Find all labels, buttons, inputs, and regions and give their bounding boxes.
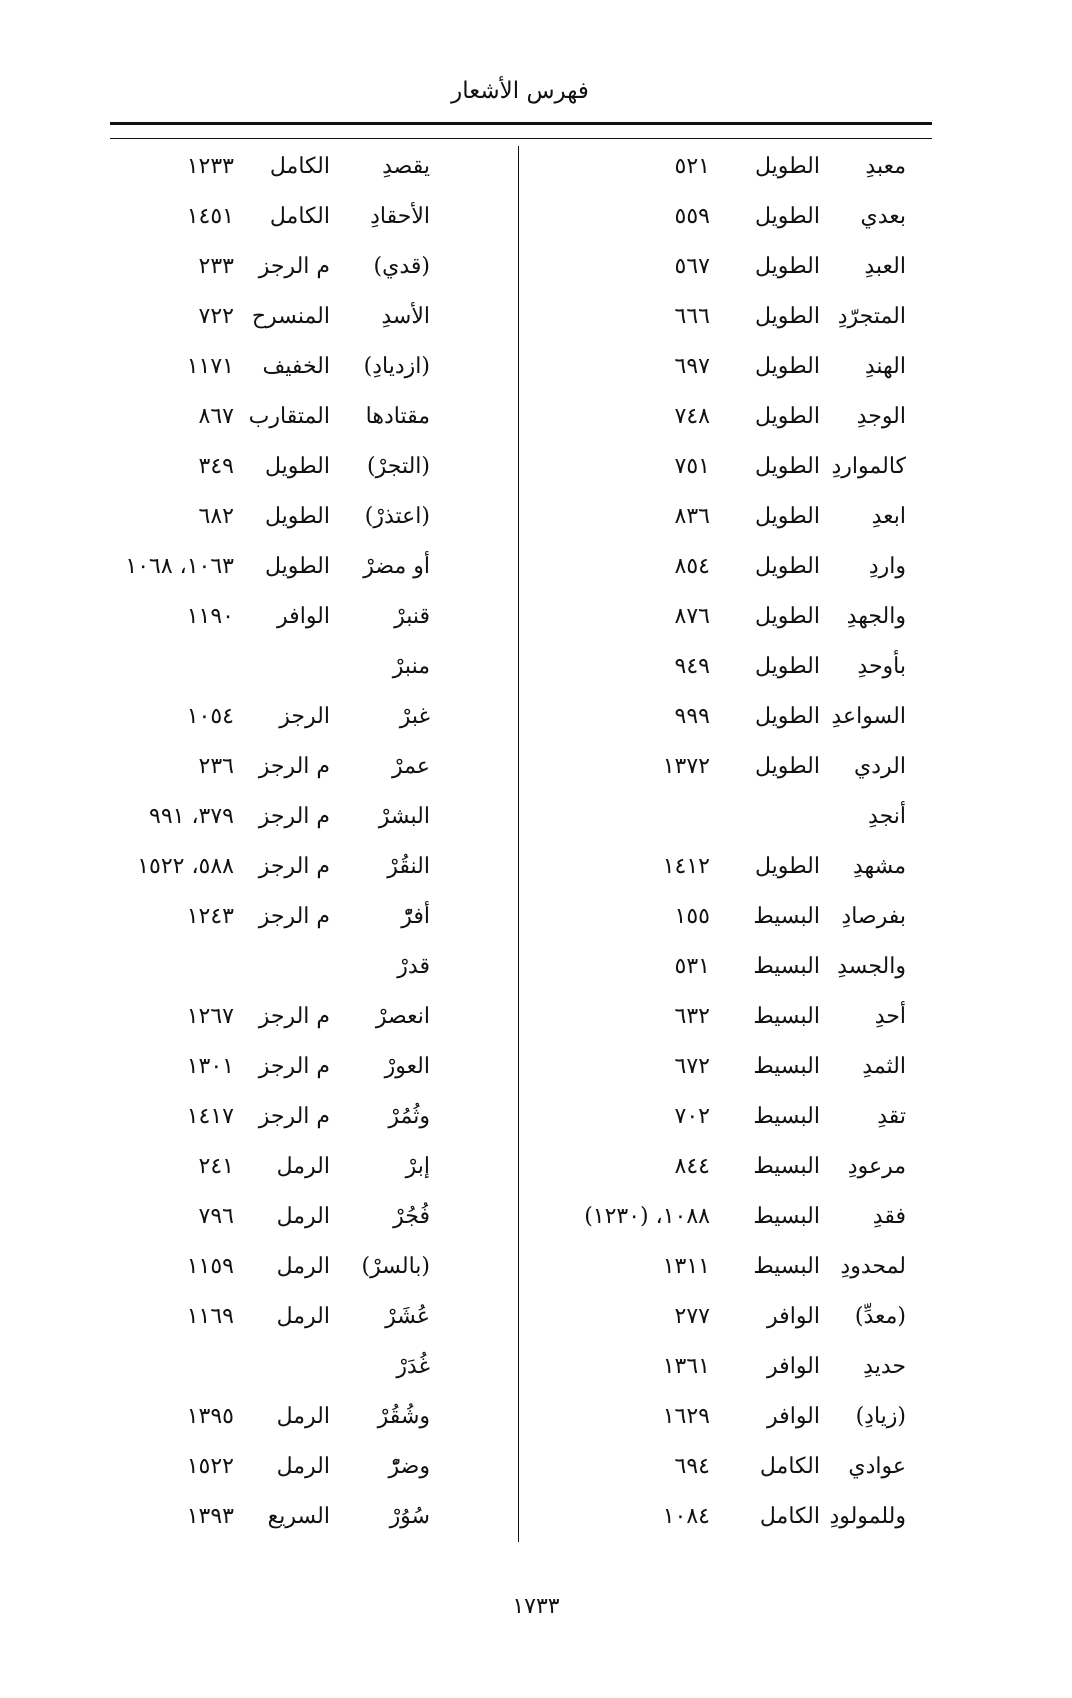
header-rule-thin bbox=[110, 138, 932, 139]
meter-name: الطويل bbox=[754, 304, 820, 329]
index-entry bbox=[530, 544, 920, 594]
meter-name: الطويل bbox=[754, 154, 820, 179]
page-number: ١٧٣٣ bbox=[512, 1594, 560, 1619]
rhyme-word: العورْ bbox=[384, 1054, 430, 1079]
index-entry bbox=[118, 894, 512, 944]
meter-name: م الرجز bbox=[258, 854, 330, 879]
meter-name: الوافر bbox=[277, 604, 330, 629]
index-entry bbox=[118, 1244, 512, 1294]
index-entry bbox=[118, 294, 512, 344]
meter-name: م الرجز bbox=[258, 254, 330, 279]
meter-name: الوافر bbox=[767, 1304, 820, 1329]
index-entry bbox=[530, 1494, 920, 1544]
rhyme-word: الثمدِ bbox=[862, 1054, 906, 1079]
meter-name: م الرجز bbox=[258, 904, 330, 929]
meter-name: الرجز bbox=[279, 704, 330, 729]
page-ref: ١١٥٩ bbox=[186, 1254, 234, 1279]
meter-name: الرمل bbox=[276, 1454, 330, 1479]
column-divider bbox=[518, 146, 519, 1542]
page-ref: ١٠٨٨، (١٢٣٠) bbox=[584, 1204, 710, 1229]
index-entry bbox=[530, 944, 920, 994]
page-ref: ٥٥٩ bbox=[674, 204, 710, 229]
meter-name: الطويل bbox=[264, 554, 330, 579]
rhyme-word: المتجرّدِ bbox=[837, 304, 906, 329]
rhyme-word: عمرْ bbox=[392, 754, 430, 779]
meter-name: الكامل bbox=[269, 204, 330, 229]
index-entry bbox=[530, 1244, 920, 1294]
page-ref: ٦٧٢ bbox=[674, 1054, 710, 1079]
page-ref: ١٤١٢ bbox=[662, 854, 710, 879]
rhyme-word: الوجدِ bbox=[856, 404, 906, 429]
meter-name: الطويل bbox=[264, 504, 330, 529]
rhyme-word: أفرّْ bbox=[401, 904, 430, 929]
index-entry bbox=[118, 694, 512, 744]
meter-name: م الرجز bbox=[258, 1104, 330, 1129]
page-ref: ١٢٣٣ bbox=[186, 154, 234, 179]
rhyme-word: (ازديادِ) bbox=[363, 354, 430, 379]
index-entry bbox=[530, 1394, 920, 1444]
meter-name: الوافر bbox=[767, 1354, 820, 1379]
index-entry bbox=[530, 1094, 920, 1144]
page-ref: ١٠٨٤ bbox=[662, 1504, 710, 1529]
page-ref: ١٣١١ bbox=[662, 1254, 710, 1279]
index-entry bbox=[530, 344, 920, 394]
page-ref: ٦٩٧ bbox=[674, 354, 710, 379]
meter-name: الكامل bbox=[759, 1504, 820, 1529]
page-ref: ١٤١٧ bbox=[186, 1104, 234, 1129]
rhyme-word: والجسدِ bbox=[837, 954, 906, 979]
index-entry bbox=[530, 194, 920, 244]
meter-name: الرمل bbox=[276, 1154, 330, 1179]
page-ref: ١٥٢٢ bbox=[186, 1454, 234, 1479]
meter-name: م الرجز bbox=[258, 804, 330, 829]
meter-name: الرمل bbox=[276, 1304, 330, 1329]
meter-name: المنسرح bbox=[251, 304, 330, 329]
page-ref: ٦٩٤ bbox=[674, 1454, 710, 1479]
page-ref: ٧٢٢ bbox=[198, 304, 234, 329]
right-column bbox=[530, 144, 920, 1544]
index-entry bbox=[530, 894, 920, 944]
page-ref: ١٤٥١ bbox=[186, 204, 234, 229]
rhyme-word: (اعتذرْ) bbox=[364, 504, 430, 529]
rhyme-word: منبرْ bbox=[392, 654, 430, 679]
rhyme-word: إبرْ bbox=[405, 1154, 430, 1179]
rhyme-word: مشهدِ bbox=[852, 854, 906, 879]
meter-name: البسيط bbox=[753, 904, 820, 929]
rhyme-word: (قدي) bbox=[373, 254, 430, 279]
meter-name: الطويل bbox=[754, 704, 820, 729]
rhyme-word: (زيادِ) bbox=[855, 1404, 906, 1429]
rhyme-word: الردي bbox=[854, 754, 906, 779]
rhyme-word: غبرْ bbox=[399, 704, 430, 729]
meter-name: البسيط bbox=[753, 1204, 820, 1229]
index-entry bbox=[530, 1294, 920, 1344]
rhyme-word: الأحقادِ bbox=[370, 204, 430, 229]
index-entry bbox=[118, 344, 512, 394]
meter-name: الرمل bbox=[276, 1254, 330, 1279]
rhyme-word: سُوُرْ bbox=[389, 1504, 430, 1529]
index-entry bbox=[530, 444, 920, 494]
index-entry bbox=[118, 1444, 512, 1494]
index-entry bbox=[530, 1144, 920, 1194]
index-entry bbox=[118, 1144, 512, 1194]
index-entry bbox=[118, 494, 512, 544]
page-ref: ٦٣٢ bbox=[674, 1004, 710, 1029]
meter-name: المتقارب bbox=[248, 404, 330, 429]
page-ref: ١١٧١ bbox=[186, 354, 234, 379]
rhyme-word: فقدِ bbox=[872, 1204, 906, 1229]
index-entry bbox=[530, 794, 920, 844]
index-entry bbox=[530, 1444, 920, 1494]
page-ref: ٧٤٨ bbox=[674, 404, 710, 429]
meter-name: الرمل bbox=[276, 1204, 330, 1229]
index-entry bbox=[530, 294, 920, 344]
page-ref: ١٣٩٣ bbox=[186, 1504, 234, 1529]
page-ref: ٩٩٩ bbox=[674, 704, 710, 729]
index-entry bbox=[530, 694, 920, 744]
rhyme-word: ابعدِ bbox=[871, 504, 906, 529]
rhyme-word: وثُمُرْ bbox=[388, 1104, 430, 1129]
index-entry bbox=[118, 1294, 512, 1344]
page-ref: ٢٤١ bbox=[198, 1154, 234, 1179]
rhyme-word: العبدِ bbox=[864, 254, 906, 279]
rhyme-word: أحدِ bbox=[874, 1004, 906, 1029]
page-ref: ٧٥١ bbox=[674, 454, 710, 479]
page-ref: ٨٤٤ bbox=[674, 1154, 710, 1179]
index-entry bbox=[118, 244, 512, 294]
rhyme-word: أو مضرْ bbox=[363, 554, 430, 579]
rhyme-word: (معدِّ) bbox=[854, 1304, 906, 1329]
rhyme-word: قدرْ bbox=[397, 954, 430, 979]
meter-name: الطويل bbox=[754, 604, 820, 629]
index-entry bbox=[118, 544, 512, 594]
page-ref: ١٣٧٢ bbox=[662, 754, 710, 779]
page-ref: ٣٧٩، ٩٩١ bbox=[149, 804, 234, 829]
index-entry bbox=[530, 144, 920, 194]
rhyme-word: تقدِ bbox=[877, 1104, 906, 1129]
index-entry bbox=[530, 244, 920, 294]
meter-name: السريع bbox=[267, 1504, 330, 1529]
index-entry bbox=[118, 1394, 512, 1444]
page-ref: ٥٣١ bbox=[674, 954, 710, 979]
rhyme-word: يقصدِ bbox=[382, 154, 430, 179]
page-ref: ٨٧٦ bbox=[674, 604, 710, 629]
meter-name: الكامل bbox=[759, 1454, 820, 1479]
page-ref: ٨٥٤ bbox=[674, 554, 710, 579]
rhyme-word: بفرصادِ bbox=[841, 904, 906, 929]
meter-name: م الرجز bbox=[258, 1004, 330, 1029]
rhyme-word: أنجدِ bbox=[868, 804, 906, 829]
page-ref: ٢٣٦ bbox=[198, 754, 234, 779]
meter-name: الطويل bbox=[754, 554, 820, 579]
page-ref: ٦٦٦ bbox=[674, 304, 710, 329]
meter-name: الطويل bbox=[754, 754, 820, 779]
rhyme-word: وضرّْ bbox=[388, 1454, 430, 1479]
index-entry bbox=[118, 144, 512, 194]
rhyme-word: الأسدِ bbox=[381, 304, 430, 329]
rhyme-word: والجهدِ bbox=[846, 604, 906, 629]
index-entry bbox=[118, 394, 512, 444]
page-ref: ١٠٥٤ bbox=[186, 704, 234, 729]
rhyme-word: فُجُرْ bbox=[393, 1204, 430, 1229]
meter-name: الطويل bbox=[754, 204, 820, 229]
page-ref: ١٠٦٣، ١٠٦٨ bbox=[125, 554, 234, 579]
meter-name: م الرجز bbox=[258, 1054, 330, 1079]
meter-name: الطويل bbox=[264, 454, 330, 479]
meter-name: الرمل bbox=[276, 1404, 330, 1429]
index-entry bbox=[118, 1094, 512, 1144]
rhyme-word: (التجرْ) bbox=[367, 454, 430, 479]
page-ref: ١٥٥ bbox=[674, 904, 710, 929]
page-ref: ٥٨٨، ١٥٢٢ bbox=[137, 854, 234, 879]
meter-name: البسيط bbox=[753, 1054, 820, 1079]
running-header: فهرس الأشعار bbox=[451, 78, 589, 104]
rhyme-word: قنبرْ bbox=[394, 604, 430, 629]
rhyme-word: بعدي bbox=[860, 204, 906, 229]
meter-name: البسيط bbox=[753, 1104, 820, 1129]
rhyme-word: السواعدِ bbox=[831, 704, 906, 729]
page-ref: ٧٠٢ bbox=[674, 1104, 710, 1129]
rhyme-word: النقُرْ bbox=[387, 854, 430, 879]
page-ref: ٢٧٧ bbox=[674, 1304, 710, 1329]
meter-name: الخفيف bbox=[262, 354, 330, 379]
index-entry bbox=[118, 644, 512, 694]
meter-name: الكامل bbox=[269, 154, 330, 179]
left-column bbox=[118, 144, 512, 1544]
meter-name: الطويل bbox=[754, 504, 820, 529]
page-ref: ١٣٩٥ bbox=[186, 1404, 234, 1429]
meter-name: الطويل bbox=[754, 404, 820, 429]
index-entry bbox=[530, 494, 920, 544]
index-entry bbox=[118, 594, 512, 644]
header-rule-thick bbox=[110, 122, 932, 125]
index-entry bbox=[118, 1044, 512, 1094]
page-ref: ٨٣٦ bbox=[674, 504, 710, 529]
rhyme-word: وللمولودِ bbox=[829, 1504, 906, 1529]
page-ref: ٩٤٩ bbox=[674, 654, 710, 679]
index-entry bbox=[118, 1194, 512, 1244]
page-ref: ١٦٢٩ bbox=[662, 1404, 710, 1429]
rhyme-word: عوادي bbox=[848, 1454, 906, 1479]
page-ref: ٨٦٧ bbox=[198, 404, 234, 429]
page-ref: ٥٢١ bbox=[674, 154, 710, 179]
rhyme-word: حديدِ bbox=[863, 1354, 906, 1379]
page-ref: ١١٩٠ bbox=[186, 604, 234, 629]
rhyme-word: مرعودِ bbox=[847, 1154, 906, 1179]
page-ref: ١٣٦١ bbox=[662, 1354, 710, 1379]
index-entry bbox=[530, 394, 920, 444]
rhyme-word: (بالسرْ) bbox=[361, 1254, 430, 1279]
meter-name: البسيط bbox=[753, 954, 820, 979]
meter-name: البسيط bbox=[753, 1254, 820, 1279]
meter-name: الوافر bbox=[767, 1404, 820, 1429]
page-ref: ٥٦٧ bbox=[674, 254, 710, 279]
rhyme-word: واردِ bbox=[868, 554, 906, 579]
meter-name: الطويل bbox=[754, 854, 820, 879]
rhyme-word: البشرْ bbox=[378, 804, 430, 829]
index-entry bbox=[530, 1194, 920, 1244]
meter-name: البسيط bbox=[753, 1004, 820, 1029]
rhyme-word: انعصرْ bbox=[375, 1004, 430, 1029]
index-entry bbox=[118, 444, 512, 494]
index-entry bbox=[118, 994, 512, 1044]
index-entry bbox=[530, 1044, 920, 1094]
rhyme-word: وشُقُرْ bbox=[377, 1404, 430, 1429]
index-entry bbox=[118, 1344, 512, 1394]
index-entry bbox=[118, 944, 512, 994]
meter-name: الطويل bbox=[754, 354, 820, 379]
rhyme-word: غُدَرْ bbox=[396, 1354, 430, 1379]
rhyme-word: كالمواردِ bbox=[831, 454, 906, 479]
index-entry bbox=[118, 1494, 512, 1544]
index-entry bbox=[118, 744, 512, 794]
rhyme-word: معبدِ bbox=[865, 154, 906, 179]
page-ref: ٢٣٣ bbox=[198, 254, 234, 279]
meter-name: البسيط bbox=[753, 1154, 820, 1179]
rhyme-word: الهندِ bbox=[864, 354, 906, 379]
meter-name: م الرجز bbox=[258, 754, 330, 779]
meter-name: الطويل bbox=[754, 454, 820, 479]
page-ref: ٣٤٩ bbox=[198, 454, 234, 479]
page-ref: ١١٦٩ bbox=[186, 1304, 234, 1329]
meter-name: الطويل bbox=[754, 654, 820, 679]
page-ref: ٧٩٦ bbox=[198, 1204, 234, 1229]
page-ref: ١٢٦٧ bbox=[186, 1004, 234, 1029]
index-entry bbox=[118, 844, 512, 894]
index-entry bbox=[530, 644, 920, 694]
meter-name: الطويل bbox=[754, 254, 820, 279]
index-entry bbox=[530, 994, 920, 1044]
index-entry bbox=[118, 194, 512, 244]
rhyme-word: بأوحدِ bbox=[857, 654, 906, 679]
index-entry bbox=[530, 744, 920, 794]
rhyme-word: لمحدودِ bbox=[840, 1254, 906, 1279]
index-entry bbox=[118, 794, 512, 844]
rhyme-word: مقتادها bbox=[365, 404, 430, 429]
page-ref: ٦٨٢ bbox=[198, 504, 234, 529]
page-ref: ١٢٤٣ bbox=[186, 904, 234, 929]
index-entry bbox=[530, 594, 920, 644]
index-entry bbox=[530, 844, 920, 894]
index-entry bbox=[530, 1344, 920, 1394]
page-ref: ١٣٠١ bbox=[186, 1054, 234, 1079]
rhyme-word: عُشَرْ bbox=[385, 1304, 430, 1329]
